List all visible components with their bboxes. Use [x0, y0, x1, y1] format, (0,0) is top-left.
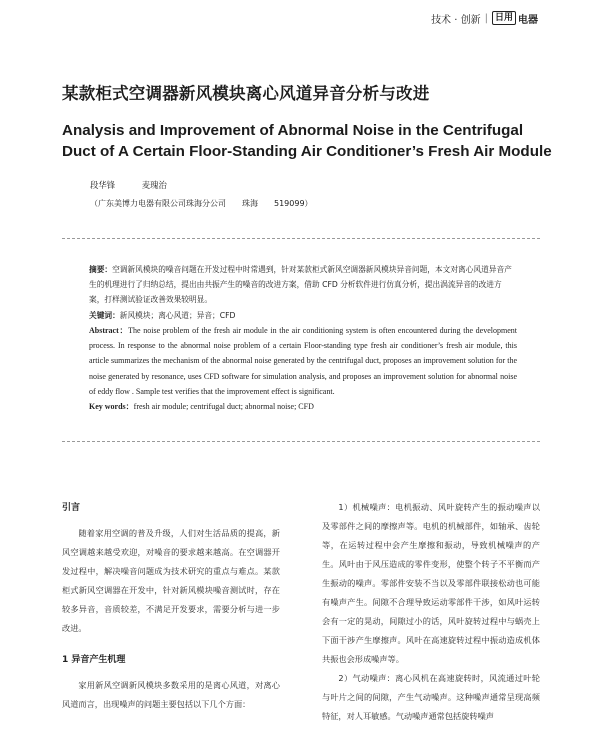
- keywords-en-label: Key words：: [89, 402, 134, 412]
- keywords-en: [89, 399, 517, 414]
- journal-logo-text: 电器: [518, 14, 538, 26]
- paragraph-introduction: 随着家用空调的普及升级，人们对生活品质的提高，新风空调越来越受欢迎，对噪音的要求越来越高。在空调器开发过程中，解决噪音问题成为技术研究的重点与难点。某款柜式新风空调器在开发中，针对新风模块噪音测试时，存在较多异音，音质较差，不满足开发要求，需要分析与进一步改进。: [62, 528, 280, 633]
- keywords-cn: [89, 308, 517, 323]
- journal-logo: [492, 11, 538, 26]
- abstract-cn-label: 摘要：: [89, 265, 113, 274]
- heading-section-1: 1 异音产生机理: [62, 655, 126, 665]
- journal-logo-box: 日用: [492, 11, 516, 25]
- body-column-left: [62, 498, 280, 714]
- paragraph-aerodynamic-noise: 2）气动噪声：离心风机在高速旋转时，风流通过叶轮与叶片之间的间隙，产生气动噪声。这种噪声通常呈现高频特征，对人耳敏感。气动噪声通常包括旋转噪声: [322, 673, 540, 721]
- abstract-block: [89, 262, 517, 415]
- abstract-en: [89, 323, 517, 399]
- affiliation: （广东美博力电器有限公司珠海分公司 珠海 519099）: [90, 199, 313, 208]
- body-column-right: [322, 498, 540, 726]
- divider-top: [62, 238, 540, 239]
- divider-bottom: [62, 441, 540, 442]
- header-section: 技术 · 创新: [431, 14, 481, 26]
- paragraph-section-1: 家用新风空调新风模块多数采用的是离心风道，对离心风道而言，出现噪声的问题主要包括以下几个方面：: [62, 680, 280, 709]
- author-list: [90, 179, 191, 191]
- keywords-en-text: fresh air module; centrifugal duct; abnormal noise; CFD: [133, 402, 314, 412]
- heading-introduction: 引言: [62, 503, 81, 513]
- header-separator: |: [484, 12, 488, 24]
- abstract-cn-text: 空调新风模块的噪音问题在开发过程中时常遇到，针对某款柜式新风空调器新风模块异音问题，本文对离心风道异音产生的机理进行了归纳总结，提出由共振产生的噪音的改进方案，借助 CFD 分析软件进行仿真分析，提出涡流异音的改进方案，打样测试验证改善效果较明显。: [89, 265, 512, 305]
- abstract-en-label: Abstract：: [89, 325, 129, 335]
- title-english: Analysis and Improvement of Abnormal Noise in the Centrifugal Duct of A Certain Floor-Standing Air Conditioner’s Fresh Air Module: [62, 122, 552, 160]
- abstract-en-text: The noise problem of the fresh air module in the air conditioning system is often encountered during the development process. In response to the abnormal noise problem of a certain Floor-standing type fresh air conditioner’s fresh air module, this article summarizes the mechanism of the abnormal noise generated by the centrifugal duct, proposes an improvement solution for the noise generated by resonance, uses CFD software for simulation analysis, and proposes an improvement solution for abnormal noise of eddy flow . Sample test verifies that the improvement effect is significant.: [89, 325, 517, 396]
- keywords-cn-text: 新风模块；离心风道；异音；CFD: [119, 310, 236, 320]
- author-1: 段华锋: [90, 180, 116, 190]
- abstract-cn: [89, 262, 517, 308]
- running-header: [431, 10, 538, 26]
- keywords-cn-label: 关键词：: [89, 310, 120, 320]
- paragraph-mechanical-noise: 1）机械噪声：电机振动、风叶旋转产生的振动噪声以及零部件之间的摩擦声等。电机的机械部件，如轴承、齿轮等，在运转过程中会产生摩擦和振动，导致机械噪声的产生。风叶由于风压造成的零件变形，使整个转子不平衡而产生振动的噪声。零部件安装不当以及零部件联接松动也可能有噪声产生。间隙不合理导致运动零部件干涉，如风叶运转会有一定的晃动，间隙过小的话，风叶旋转过程中与蜗壳上下面干涉产生摩擦声。风叶在高速旋转过程中振动造成机体共振也会形成噪声等。: [322, 502, 540, 664]
- author-2: 麦瑰治: [141, 180, 167, 190]
- title-chinese: 某款柜式空调器新风模块离心风道异音分析与改进: [62, 84, 430, 103]
